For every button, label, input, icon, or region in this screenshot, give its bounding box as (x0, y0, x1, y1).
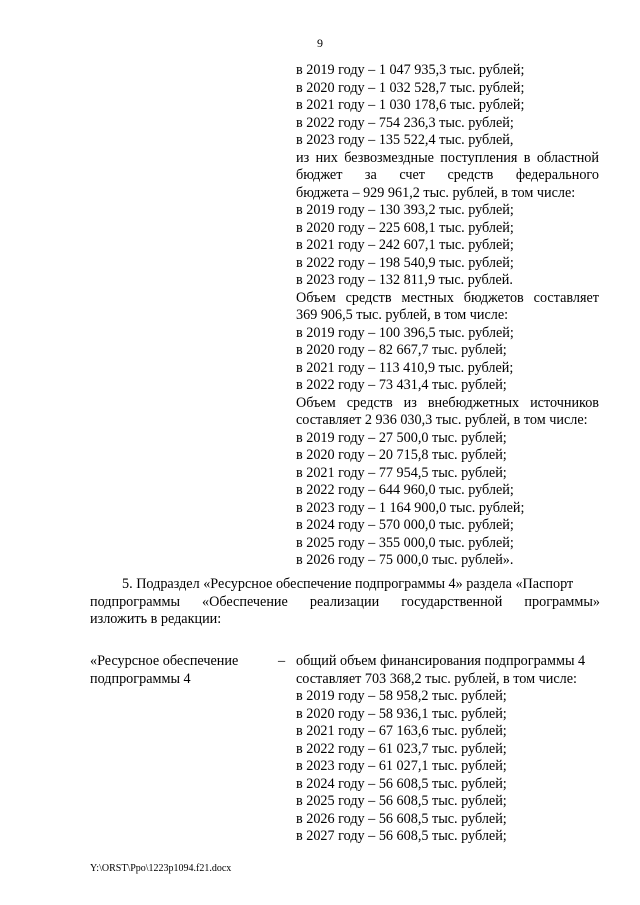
text-line: в 2021 году – 77 954,5 тыс. рублей; (296, 464, 507, 481)
text-line: общий объем финансирования подпрограммы 4 (296, 653, 586, 669)
text-line: Объем средств из внебюджетных источников (296, 394, 599, 411)
text-line: Объем средств местных бюджетов составляет (296, 289, 599, 306)
text-line: в 2020 году – 1 032 528,7 тыс. рублей; (296, 79, 525, 96)
text-line: в 2022 году – 73 431,4 тыс. рублей; (296, 377, 507, 393)
text-line: в 2019 году – 100 396,5 тыс. рублей; (296, 324, 514, 341)
text-line: в 2021 году – 242 607,1 тыс. рублей; (296, 237, 514, 253)
text-line: в 2021 году – 1 030 178,6 тыс. рублей; (296, 97, 525, 113)
text-line: в 2024 году – 570 000,0 тыс. рублей; (296, 517, 514, 533)
text-line: «Ресурсное обеспечение (90, 653, 239, 669)
funding-list-subprogram-4 (296, 653, 599, 846)
text-line: в 2022 году – 754 236,3 тыс. рублей; (296, 114, 514, 131)
text-line: в 2025 году – 56 608,5 тыс. рублей; (296, 793, 507, 809)
text-line: в 2019 году – 58 958,2 тыс. рублей; (296, 688, 507, 704)
text-line: в 2022 году – 644 960,0 тыс. рублей; (296, 482, 514, 498)
text-line: в 2020 году – 225 608,1 тыс. рублей; (296, 219, 514, 236)
text-line: в 2025 году – 355 000,0 тыс. рублей; (296, 534, 514, 551)
text-line: в 2020 году – 82 667,7 тыс. рублей; (296, 342, 507, 358)
dash-separator: – (278, 653, 286, 669)
text-line: в 2022 году – 61 023,7 тыс. рублей; (296, 740, 507, 757)
text-line: в 2019 году – 1 047 935,3 тыс. рублей; (296, 62, 525, 78)
text-line: в 2023 году – 61 027,1 тыс. рублей; (296, 758, 507, 774)
funding-list-continued (296, 62, 599, 570)
resource-label (90, 653, 270, 688)
text-line: бюджет за счет средств федерального (296, 167, 599, 183)
text-line: в 2027 году – 56 608,5 тыс. рублей; (296, 828, 507, 844)
text-line: в 2021 году – 67 163,6 тыс. рублей; (296, 723, 507, 739)
text-line: подпрограммы 4 (90, 670, 191, 687)
text-line: в 2026 году – 75 000,0 тыс. рублей». (296, 552, 514, 568)
file-path-footer: Y:\ORST\Ppo\1223p1094.f21.docx (90, 863, 232, 874)
text-line: подпрограммы «Обеспечение реализации государственной программы» (90, 593, 600, 610)
page-number: 9 (317, 36, 323, 50)
text-line: из них безвозмездные поступления в областной (296, 149, 599, 166)
text-line: составляет 2 936 030,3 тыс. рублей, в том числе: (296, 412, 588, 428)
paragraph-5 (90, 576, 600, 629)
text-line: бюджета – 929 961,2 тыс. рублей, в том числе: (296, 184, 576, 201)
text-line: в 2024 году – 56 608,5 тыс. рублей; (296, 775, 507, 792)
text-line: в 2020 году – 58 936,1 тыс. рублей; (296, 705, 507, 722)
text-line: в 2026 году – 56 608,5 тыс. рублей; (296, 810, 507, 827)
text-line: 369 906,5 тыс. рублей, в том числе: (296, 307, 509, 323)
text-line: 5. Подраздел «Ресурсное обеспечение подпрограммы 4» раздела «Паспорт (122, 576, 574, 592)
text-line: в 2020 году – 20 715,8 тыс. рублей; (296, 447, 507, 463)
text-line: в 2021 году – 113 410,9 тыс. рублей; (296, 359, 514, 376)
text-line: в 2019 году – 130 393,2 тыс. рублей; (296, 202, 514, 218)
text-line: в 2022 году – 198 540,9 тыс. рублей; (296, 254, 514, 271)
text-line: в 2023 году – 135 522,4 тыс. рублей, (296, 132, 514, 148)
text-line: изложить в редакции: (90, 611, 222, 627)
text-line: в 2023 году – 1 164 900,0 тыс. рублей; (296, 499, 525, 516)
text-line: в 2019 году – 27 500,0 тыс. рублей; (296, 429, 507, 446)
text-line: в 2023 году – 132 811,9 тыс. рублей. (296, 272, 513, 288)
text-line: составляет 703 368,2 тыс. рублей, в том числе: (296, 670, 577, 687)
